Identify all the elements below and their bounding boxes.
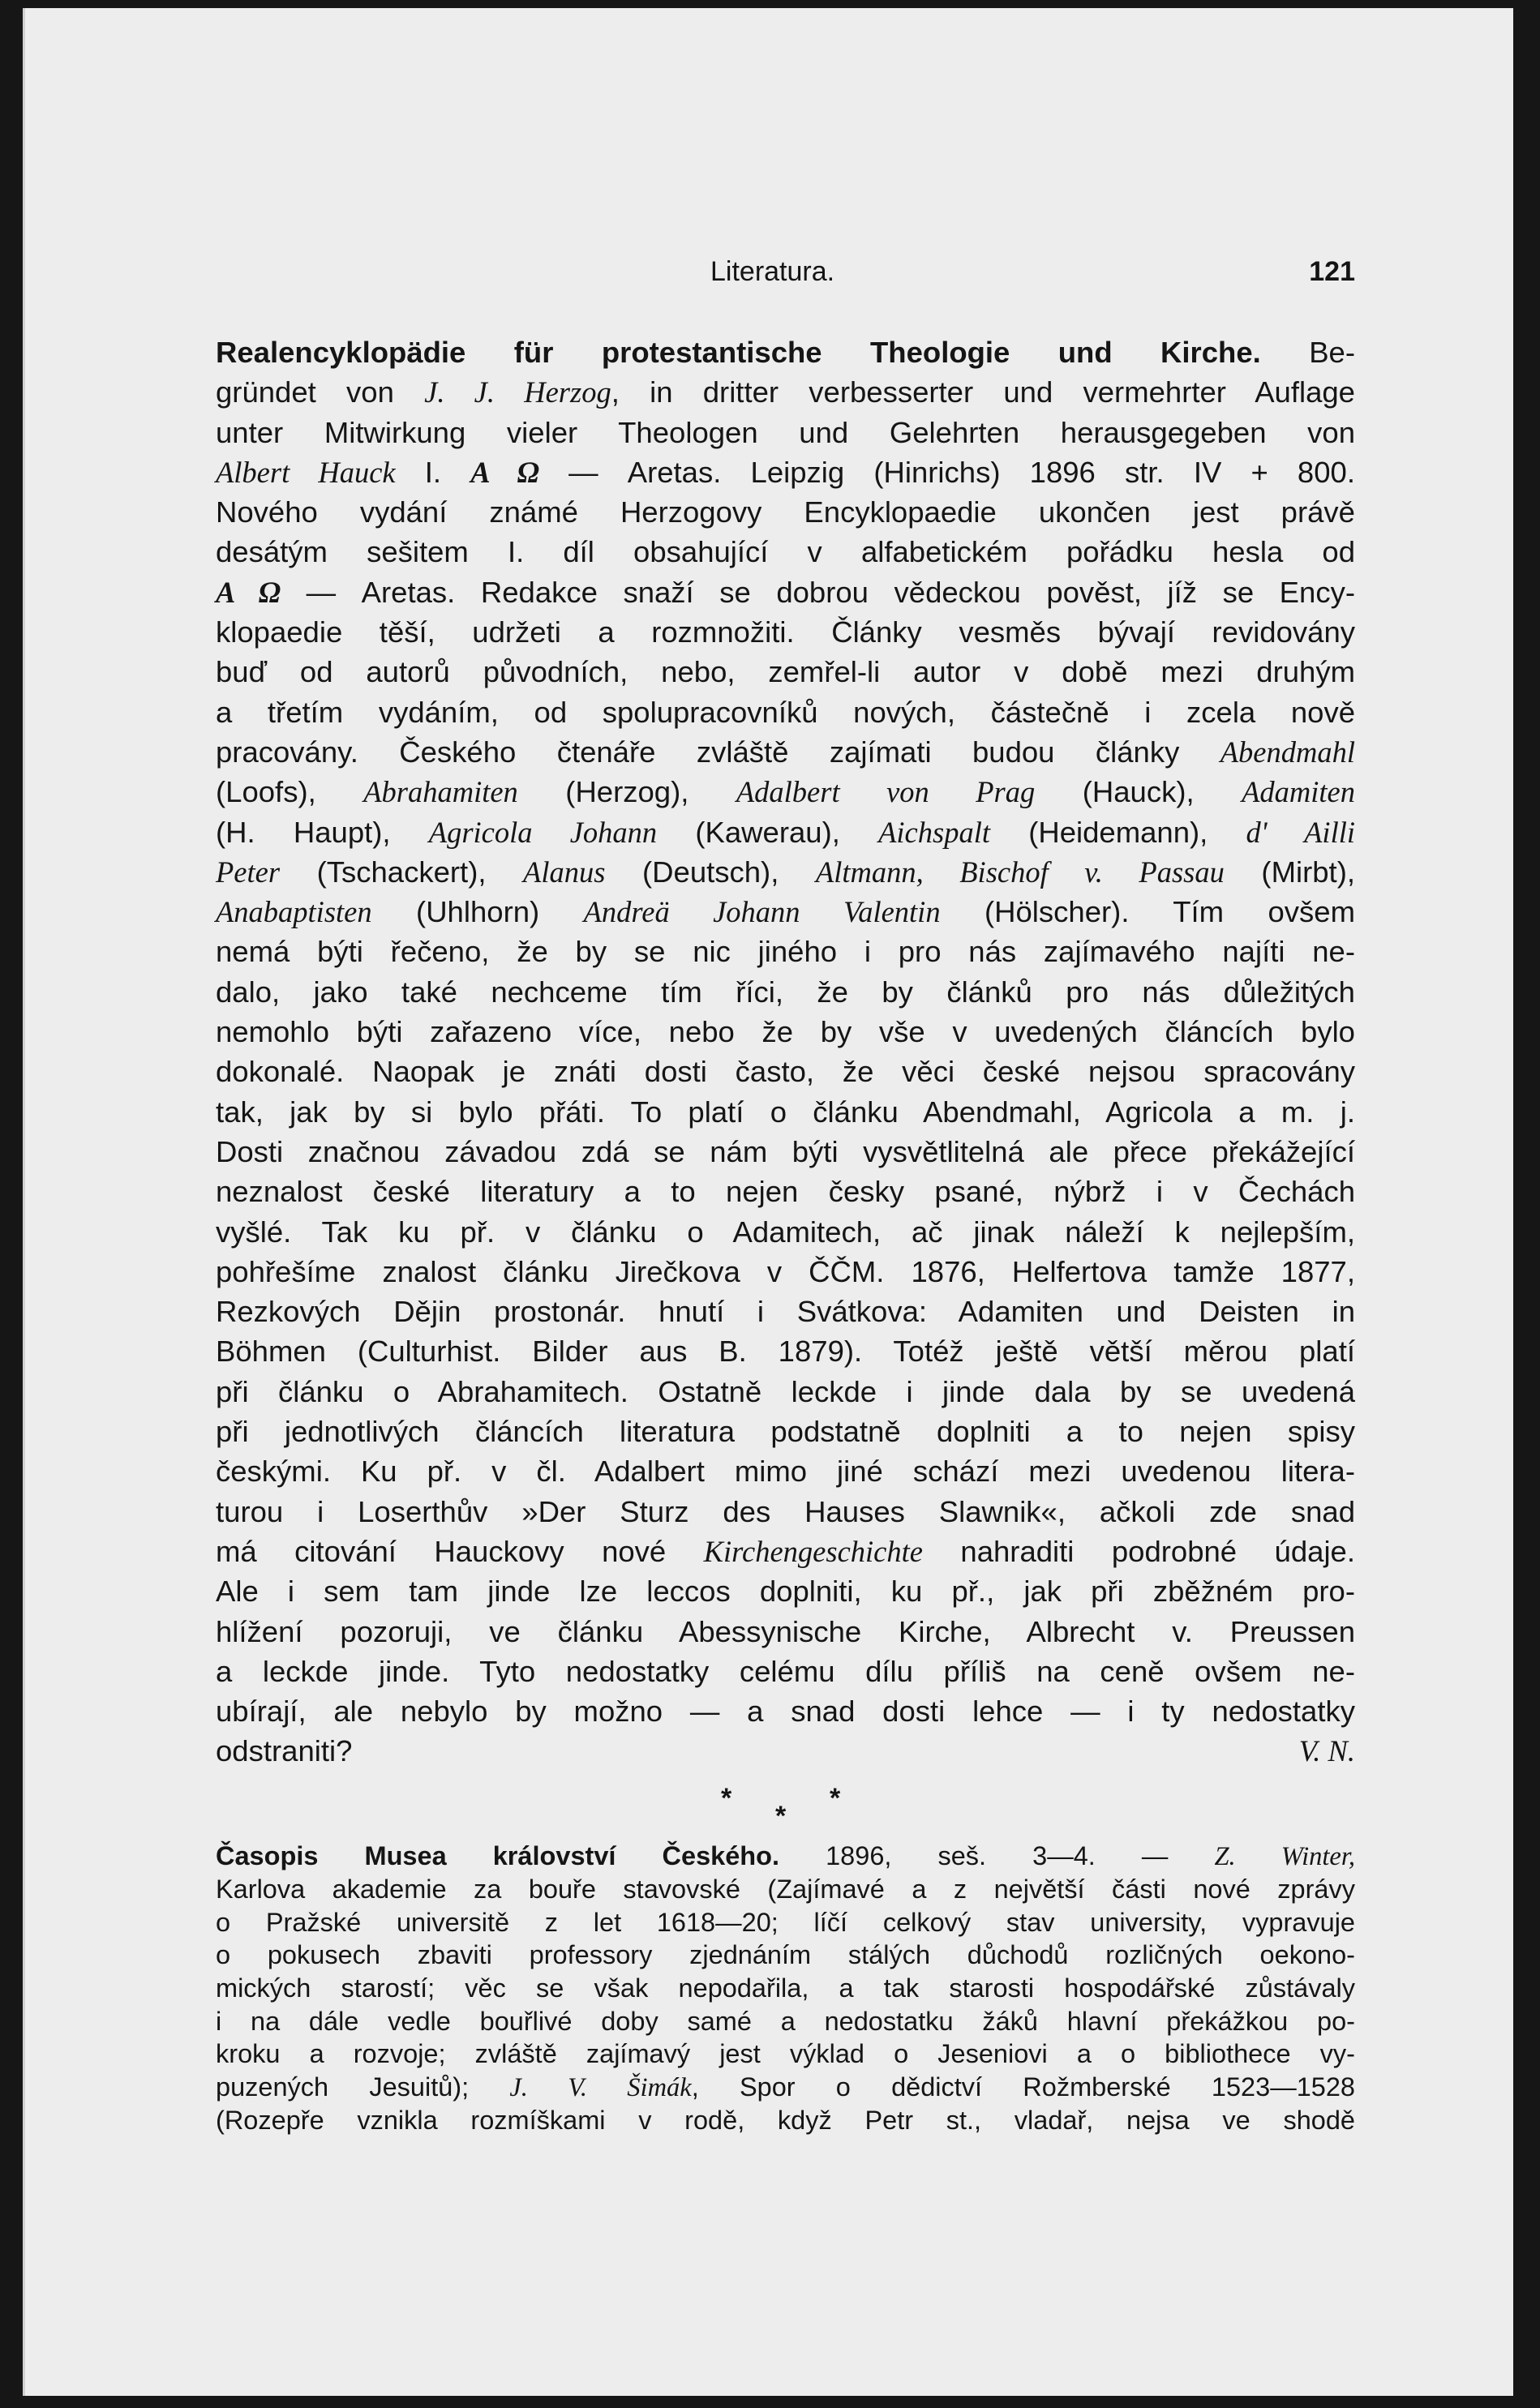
review-title: Časopis Musea království Českého. [216, 1840, 780, 1870]
text-line: dokonalé. Naopak je znáti dosti často, že věci české nejsou spracovány [216, 1055, 1355, 1089]
editor-name: Albert Hauck [216, 455, 396, 489]
text-line: A Ω — Aretas. Redakce snaží se dobrou vědeckou pověst, jíž se Ency- [216, 575, 1355, 609]
text-line: má citování Hauckovy nové Kirchengeschichte nahraditi podrobné údaje. [216, 1534, 1355, 1568]
review-title: Realencyklopädie für protestantische Theologie und Kirche. [216, 336, 1261, 369]
text-line: desátým sešitem I. díl obsahující v alfabetickém pořádku hesla od [216, 535, 1355, 569]
text-line: gründet von J. J. Herzog, in dritter verbesserter und vermehrter Auflage [216, 375, 1355, 409]
text-line: tak, jak by si bylo přáti. To platí o článku Abendmahl, Agricola a m. j. [216, 1095, 1355, 1129]
text-line: Ale i sem tam jinde lze leccos doplniti, ku př., jak při zběžném pro- [216, 1575, 1355, 1609]
section-separator [216, 1775, 1355, 1840]
text-line: i na dále vedle bouřlivé doby samé a nedostatku žáků hlavní překážkou po- [216, 2006, 1355, 2036]
separator-star: * [721, 1782, 732, 1814]
text-line: klopaedie těší, udržeti a rozmnožiti. Články vesměs bývají revidovány [216, 615, 1355, 649]
text-line: nemohlo býti zařazeno více, nebo že by vše v uvedených článcích bylo [216, 1015, 1355, 1049]
text-line: Realencyklopädie für protestantische Theologie und Kirche. Be- [216, 336, 1355, 369]
running-head: Literatura. [710, 256, 835, 287]
text-line: Peter (Tschackert), Alanus (Deutsch), Altmann, Bischof v. Passau (Mirbt), [216, 855, 1355, 889]
text-line: hlížení pozoruji, ve článku Abessynische Kirche, Albrecht v. Preussen [216, 1614, 1355, 1648]
text-line: Nového vydání známé Herzogovy Encyklopaedie ukončen jest právě [216, 495, 1355, 529]
text-line: Böhmen (Culturhist. Bilder aus B. 1879). Totéž ještě větší měrou platí [216, 1335, 1355, 1369]
text-line: pracovány. Českého čtenáře zvláště zajímati budou články Abendmahl [216, 735, 1355, 769]
text-line: vyšlé. Tak ku př. v článku o Adamitech, ač jinak náleží k nejlepším, [216, 1215, 1355, 1249]
text-line: českými. Ku př. v čl. Adalbert mimo jiné schází mezi uvedenou litera- [216, 1455, 1355, 1489]
page-header [216, 256, 1355, 297]
text-line: kroku a rozvoje; zvláště zajímavý jest výklad o Jeseniovi a o bibliothece vy- [216, 2039, 1355, 2069]
text-line: nemá býti řečeno, že by se nic jiného i pro nás zajímavého najíti ne- [216, 935, 1355, 969]
text-line: (Rozepře vznikla rozmíškami v rodě, když Petr st., vladař, nejsa ve shodě [216, 2106, 1355, 2136]
text-line: Albert Hauck I. A Ω — Aretas. Leipzig (Hinrichs) 1896 str. IV + 800. [216, 455, 1355, 489]
review-realencyklopadie [216, 332, 1355, 1772]
page-number: 121 [1309, 256, 1355, 287]
text-line: turou i Loserthův »Der Sturz des Hauses Slawnik«, ačkoli zde snad [216, 1494, 1355, 1528]
text-line: neznalost české literatury a to nejen česky psané, nýbrž i v Čechách [216, 1175, 1355, 1209]
text-line: o pokusech zbaviti professory zjednáním stálých důchodů rozličných oekono- [216, 1940, 1355, 1970]
text-line: Dosti značnou závadou zdá se nám býti vysvětlitelná ale přece překážející [216, 1134, 1355, 1168]
separator-star: * [830, 1782, 841, 1814]
text-line: ubírají, ale nebylo by možno — a snad dosti lehce — i ty nedostatky [216, 1695, 1355, 1729]
text-line: Rezkových Dějin prostonár. hnutí i Svátkova: Adamiten und Deisten in [216, 1295, 1355, 1329]
text-line: mických starostí; věc se však nepodařila, a tak starosti hospodářské zůstávaly [216, 1973, 1355, 2003]
text-line: Anabaptisten (Uhlhorn) Andreä Johann Valentin (Hölscher). Tím ovšem [216, 895, 1355, 929]
closing-line [216, 1731, 1355, 1771]
scanned-page [23, 8, 1513, 2396]
text-line: při jednotlivých článcích literatura podstatně doplniti a to nejen spisy [216, 1415, 1355, 1449]
text-line: dalo, jako také nechceme tím říci, že by článků pro nás důležitých [216, 975, 1355, 1009]
text-line: (H. Haupt), Agricola Johann (Kawerau), Aichspalt (Heidemann), d' Ailli [216, 815, 1355, 849]
text-line: unter Mitwirkung vieler Theologen und Gelehrten herausgegeben von [216, 415, 1355, 449]
author-name: J. J. Herzog [424, 375, 611, 409]
text-line: buď od autorů původních, nebo, zemřel-li autor v době mezi druhým [216, 655, 1355, 689]
text-line: Časopis Musea království Českého. 1896, seš. 3—4. — Z. Winter, [216, 1840, 1355, 1871]
text-line: o Pražské universitě z let 1618—20; líčí celkový stav university, vypravuje [216, 1907, 1355, 1937]
text-line: (Loofs), Abrahamiten (Herzog), Adalbert von Prag (Hauck), Adamiten [216, 775, 1355, 809]
closing-text: odstraniti? [216, 1734, 353, 1768]
text-line: při článku o Abrahamitech. Ostatně leckde i jinde dala by se uvedená [216, 1374, 1355, 1408]
text-line: puzených Jesuitů); J. V. Šimák, Spor o dědictví Rožmberské 1523—1528 [216, 2072, 1355, 2102]
body-text [216, 332, 1355, 2137]
separator-star: * [775, 1800, 787, 1832]
text-line: pohřešíme znalost článku Jirečkova v ČČM. 1876, Helfertova tamže 1877, [216, 1254, 1355, 1288]
text-line: Karlova akademie za bouře stavovské (Zajímavé a z největší části nové zprávy [216, 1875, 1355, 1905]
text-line: a leckde jinde. Tyto nedostatky celému dílu příliš na ceně ovšem ne- [216, 1654, 1355, 1688]
review-casopis-musea [216, 1840, 1355, 2137]
reviewer-signature: V. N. [1298, 1734, 1355, 1768]
text-line: a třetím vydáním, od spolupracovníků nových, částečně i zcela nově [216, 695, 1355, 729]
